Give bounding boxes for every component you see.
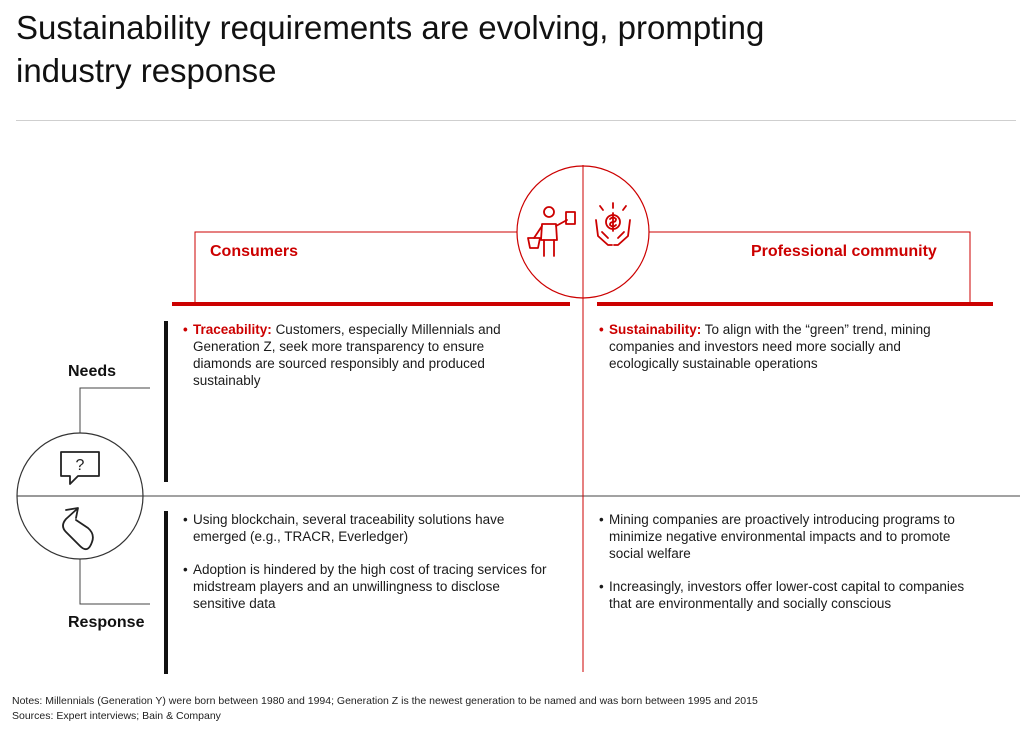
response-professional-item-1 [599, 511, 959, 562]
page-title: Sustainability requirements are evolving, prompting industry response [16, 9, 765, 89]
row-label-needs: Needs [68, 363, 117, 380]
row-label-response: Response [68, 614, 145, 631]
response-connector [80, 553, 150, 604]
needs-connector [80, 388, 150, 440]
bullet-dot: • [599, 579, 604, 594]
professional-underline [597, 302, 993, 306]
needs-consumers-item [183, 321, 528, 389]
response-professional-item-2 [599, 578, 989, 612]
needs-bar [164, 321, 168, 482]
needs-consumers-label: Traceability: [193, 322, 272, 337]
response-consumers-item-2 [183, 561, 548, 612]
bullet-dot: • [599, 322, 604, 337]
column-header-professional: Professional community [751, 243, 937, 260]
needs-consumers-text: Customers, especially Millennials and Generation Z, seek more transparency to ensure diamonds are sourced responsibly and produced sustainably [193, 322, 501, 388]
bullet-dot: • [183, 562, 188, 577]
column-header-consumers: Consumers [210, 243, 299, 260]
footnote-sources: Sources: Expert interviews; Bain & Company [12, 710, 221, 722]
response-professional-text-2: Increasingly, investors offer lower-cost capital to companies that are environmentally and socially conscious [609, 579, 965, 611]
needs-professional-label: Sustainability: [609, 322, 702, 337]
response-bar [164, 511, 168, 674]
footnote-notes: Notes: Millennials (Generation Y) were born between 1980 and 1994; Generation Z is the newest generation to be named and was born between 1995 and 2015 [12, 695, 758, 707]
response-consumers-text-1: Using blockchain, several traceability solutions have emerged (e.g., TRACR, Everledger) [193, 512, 505, 544]
response-consumers-item-1 [183, 511, 508, 545]
bullet-dot: • [183, 512, 188, 527]
consumers-underline [172, 302, 570, 306]
response-professional-text-1: Mining companies are proactively introducing programs to minimize negative environmental impacts and to promote social welfare [609, 512, 955, 561]
needs-professional-item [599, 321, 944, 372]
bullet-dot: • [183, 322, 188, 337]
svg-text:?: ? [75, 457, 85, 474]
needs-professional-text: To align with the “green” trend, mining companies and investors need more socially and ecologically sustainable operations [609, 322, 931, 371]
response-consumers-text-2: Adoption is hindered by the high cost of tracing services for midstream players and an unwillingness to disclose sensitive data [193, 562, 547, 611]
bullet-dot: • [599, 512, 604, 527]
